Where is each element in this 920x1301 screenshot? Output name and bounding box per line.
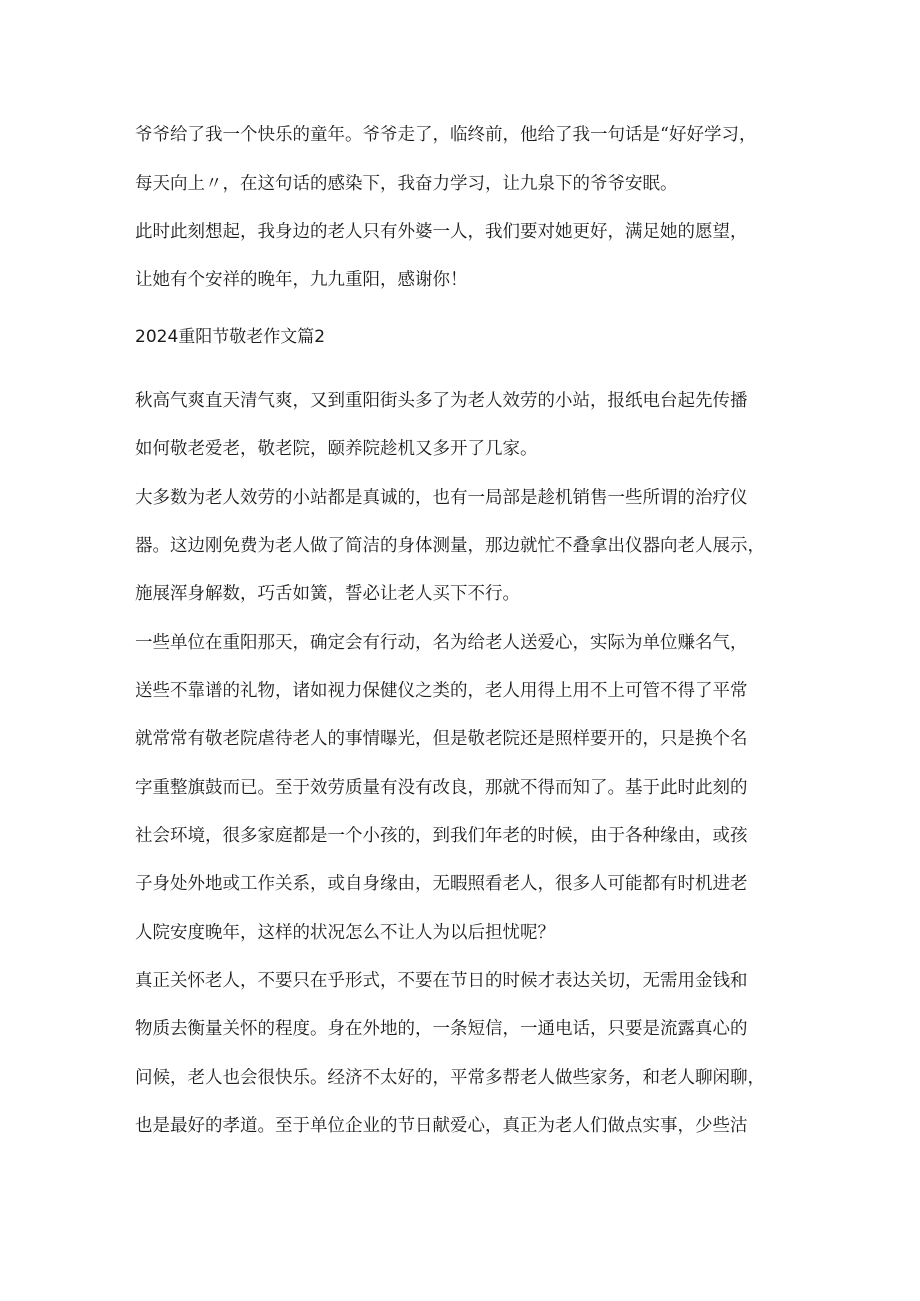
text-line: 如何敬老爱老，敬老院，颐养院趁机又多开了几家。	[135, 439, 538, 459]
text-line: 社会环境，很多家庭都是一个小孩的，到我们年老的时候，由于各种缘由，或孩	[135, 826, 748, 846]
text-line: 秋高气爽直天清气爽，又到重阳街头多了为老人效劳的小站，报纸电台起先传播	[135, 391, 748, 411]
text-line: 爷爷给了我一个快乐的童年。爷爷走了，临终前，他给了我一句话是“好好学习，	[135, 125, 757, 145]
text-line: 也是最好的孝道。至于单位企业的节日献爱心，真正为老人们做点实事，少些沽	[135, 1116, 748, 1136]
text-line: 真正关怀老人，不要只在乎形式，不要在节日的时候才表达关切，无需用金钱和	[135, 971, 748, 991]
text-line: 每天向上〃，在这句话的感染下，我奋力学习，让九泉下的爷爷安眠。	[135, 174, 678, 194]
text-line: 子身处外地或工作关系，或自身缘由，无暇照看老人，很多人可能都有时机进老	[135, 874, 748, 894]
text-line: 人院安度晚年，这样的状况怎么不让人为以后担忧呢？	[135, 923, 555, 943]
text-line: 就常常有敬老院虐待老人的事情曝光，但是敬老院还是照样要开的，只是换个名	[135, 729, 748, 749]
text-line: 送些不靠谱的礼物，诸如视力保健仪之类的，老人用得上用不上可管不得了平常	[135, 681, 748, 701]
text-line: 物质去衡量关怀的程度。身在外地的，一条短信，一通电话，只要是流露真心的	[135, 1019, 748, 1039]
text-line: 让她有个安祥的晚年，九九重阳，感谢你！	[135, 270, 468, 290]
text-line: 此时此刻想起，我身边的老人只有外婆一人，我们要对她更好，满足她的愿望，	[135, 222, 748, 242]
text-line: 一些单位在重阳那天，确定会有行动，名为给老人送爱心，实际为单位赚名气，	[135, 633, 748, 653]
section-heading: 2024重阳节敬老作文篇2	[135, 327, 326, 347]
text-line: 施展浑身解数，巧舌如簧，誓必让老人买下不行。	[135, 584, 520, 604]
text-line: 字重整旗鼓而已。至于效劳质量有没有改良，那就不得而知了。基于此时此刻的	[135, 778, 748, 798]
text-line: 问候，老人也会很快乐。经济不太好的，平常多帮老人做些家务，和老人聊闲聊，	[135, 1068, 765, 1088]
text-line: 器。这边刚免费为老人做了简洁的身体测量，那边就忙不叠拿出仪器向老人展示，	[135, 536, 765, 556]
text-line: 大多数为老人效劳的小站都是真诚的，也有一局部是趁机销售一些所谓的治疗仪	[135, 488, 748, 508]
